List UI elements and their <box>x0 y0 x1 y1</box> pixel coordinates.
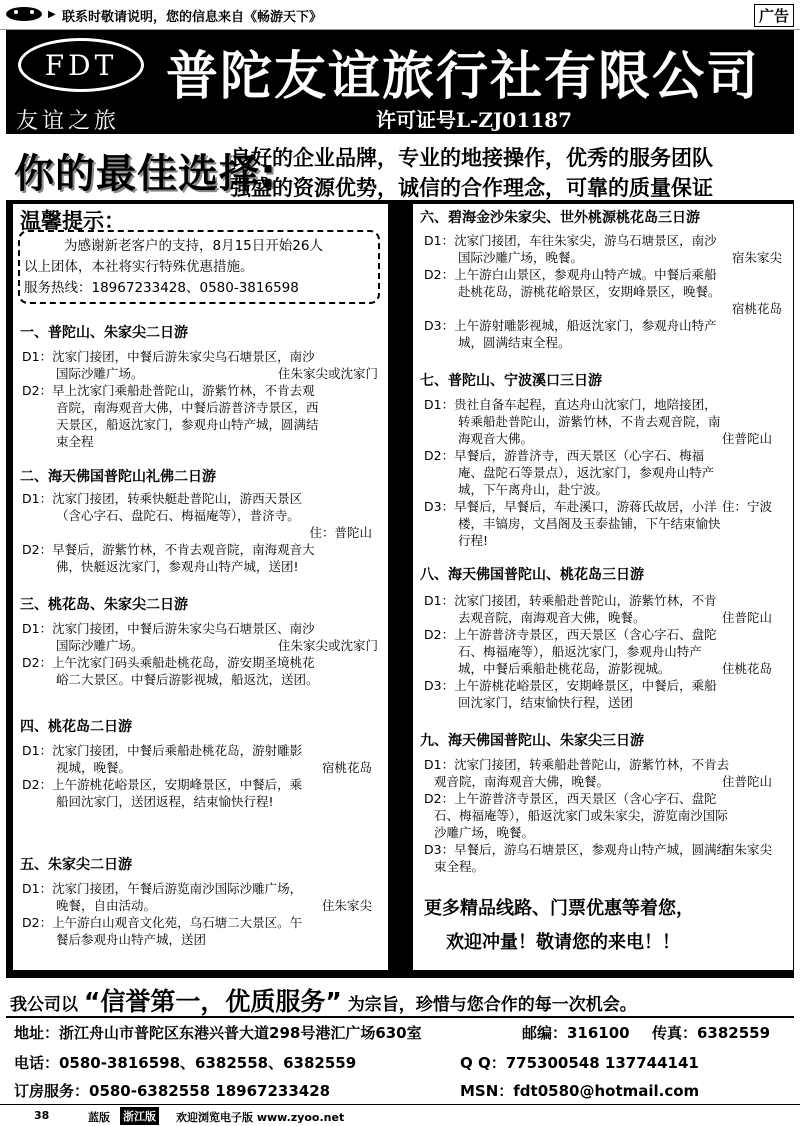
itinerary-line: 观音院，南海观音大佛，晚餐。 <box>434 774 610 789</box>
motto-prefix: 我公司以 <box>10 995 78 1015</box>
itinerary-line: D1：沈家门接团，转乘船赴普陀山，游紫竹林，不肯 <box>424 593 717 608</box>
itinerary-line: 回沈家门，结束愉快行程，送团 <box>458 695 634 710</box>
itinerary-line: 海观音大佛。 <box>458 431 534 446</box>
site-link[interactable]: 欢迎浏览电子版 www.zyoo.net <box>176 1111 345 1124</box>
itinerary-line: 城，下午离舟山，赴宁波。 <box>458 482 609 497</box>
tour-3-title: 三、桃花岛、朱家尖二日游 <box>20 597 188 613</box>
booking-service: 订房服务：0580-6382558 18967233428 <box>14 1082 331 1100</box>
company-name: 普陀友谊旅行社有限公司 <box>166 46 761 107</box>
itinerary-line: D2：早餐后，游普济寺，西天景区（心字石、梅福 <box>424 448 705 463</box>
itinerary-line: 转乘船赴普陀山，游紫竹林，不肯去观音院，南 <box>458 414 721 429</box>
itinerary-line: 石、梅福庵等），船返沈家门或朱家尖，游览南沙国际 <box>434 808 728 823</box>
lodging: 住：宁波 <box>721 499 772 514</box>
itinerary-line: 佛，快艇返沈家门，参观舟山特产城，送团! <box>56 559 299 574</box>
itinerary-line: 楼，丰镐房，文昌阁及玉泰盐铺，下午结束愉快 <box>458 516 721 531</box>
itinerary-line: 束全程 <box>56 434 94 449</box>
lodging: 住普陀山 <box>721 774 772 789</box>
itinerary-line: D2：早上沈家门乘船赴普陀山，游紫竹林，不肯去观 <box>22 383 315 398</box>
itinerary-line: D2：早餐后，游紫竹林，不肯去观音院，南海观音大 <box>22 542 315 557</box>
page-number: 38 <box>34 1109 50 1122</box>
tour-8-body <box>424 592 786 711</box>
lodging: 住朱家尖 <box>321 898 372 913</box>
tour-9-body <box>424 756 786 875</box>
fax: 传真：6382559 <box>652 1024 771 1042</box>
itinerary-line: D2：上午沈家门码头乘船赴桃花岛，游安期圣境桃花 <box>22 655 315 670</box>
itinerary-line: D1：沈家门接团，转乘快艇赴普陀山，游西天景区 <box>22 491 303 506</box>
itinerary-line: 城，中餐后乘船赴桃花岛，游影视城。 <box>458 661 671 676</box>
itinerary-line: 庵、盘陀石等景点），返沈家门，参观舟山特产 <box>458 465 715 480</box>
source-note: 联系时敬请说明，您的信息来自《畅游天下》 <box>62 10 323 25</box>
tour-4-body <box>22 742 382 810</box>
itinerary-line: D2：上午游桃花峪景区，安期峰景区，中餐后，乘 <box>22 777 303 792</box>
license-number: 许可证号L-ZJ01187 <box>376 108 573 132</box>
qq: Q Q：775300548 137744141 <box>460 1054 699 1072</box>
itinerary-line: 国际沙雕广场。 <box>56 638 144 653</box>
header-banner <box>6 30 794 134</box>
divider <box>6 1016 794 1018</box>
address: 地址：浙江舟山市普陀区东港兴普大道298号港汇广场630室 <box>14 1024 422 1042</box>
promo-line-1: 更多精品线路、门票优惠等着您， <box>424 898 694 919</box>
itinerary-line: D3：早餐后，早餐后，车赴溪口，游蒋氏故居，小洋 <box>424 499 717 514</box>
postcode: 邮编：316100 <box>522 1024 630 1042</box>
tour-5-title: 五、朱家尖二日游 <box>20 857 132 873</box>
itinerary-line: D2：上午游普济寺景区，西天景区（含心字石、盘陀 <box>424 791 717 806</box>
best-choice-line-2: 强盛的资源优势，诚信的合作理念，可靠的质量保证 <box>230 176 713 200</box>
itinerary-line: D1：沈家门接团，中餐后游朱家尖乌石塘景区，南沙 <box>22 349 315 364</box>
lodging: 住普陀山 <box>721 610 772 625</box>
itinerary-line: D1：沈家门接团，转乘船赴普陀山，游紫竹林，不肯去 <box>424 757 730 772</box>
region: 浙江版 <box>120 1107 159 1125</box>
itinerary-line: 天景区，船返沈家门，参观舟山特产城，圆满结 <box>56 417 319 432</box>
tips-line-2: 以上团体，本社将实行特殊优惠措施。 <box>24 259 254 275</box>
lodging: 住桃花岛 <box>721 661 772 676</box>
itinerary-line: D1：沈家门接团，车往朱家尖，游乌石塘景区，南沙 <box>424 233 717 248</box>
tour-4-title: 四、桃花岛二日游 <box>20 719 132 735</box>
tour-6-body <box>424 232 786 351</box>
best-choice-title: 你的最佳选择: <box>14 151 277 197</box>
itinerary-line: 国际沙雕广场。 <box>56 366 144 381</box>
tips-box <box>18 230 380 304</box>
itinerary-line: 束全程。 <box>434 859 485 874</box>
msn: MSN：fdt0580@hotmail.com <box>460 1082 700 1100</box>
lodging: 宿朱家尖 <box>721 842 772 857</box>
tips-line-1: 为感谢新老客户的支持，8月15日开始26人 <box>64 238 323 254</box>
tour-9-title: 九、海天佛国普陀山、朱家尖三日游 <box>420 733 644 749</box>
lodging: 宿桃花岛 <box>321 760 372 775</box>
tour-6-title: 六、碧海金沙朱家尖、世外桃源桃花岛三日游 <box>420 210 700 226</box>
itinerary-line: 沙雕广场，晚餐。 <box>434 825 535 840</box>
itinerary-line: D1：沈家门接团，中餐后游朱家尖乌石塘景区、南沙 <box>22 621 315 636</box>
tour-5-body <box>22 880 382 948</box>
itinerary-line: 视城，晚餐。 <box>56 760 132 775</box>
itinerary-line: D1：贵社自备车起程，直达舟山沈家门，地陪接团， <box>424 397 717 412</box>
lodging: 宿桃花岛 <box>731 301 782 316</box>
lodging: 住朱家尖或沈家门 <box>277 638 378 653</box>
best-choice-line-1: 良好的企业品牌，专业的地接操作，优秀的服务团队 <box>230 146 713 170</box>
itinerary-line: D3：上午游桃花峪景区，安期峰景区，中餐后，乘船 <box>424 678 717 693</box>
itinerary-line: D2：上午游白山观音文化苑，乌石塘二大景区。午 <box>22 915 303 930</box>
itinerary-line: 餐后参观舟山特产城，送团 <box>56 932 207 947</box>
slogan: 友谊之旅 <box>16 109 121 134</box>
itinerary-line: 晚餐，自由活动。 <box>56 898 157 913</box>
lodging: 住普陀山 <box>721 431 772 446</box>
itinerary-line: D1：沈家门接团，午餐后游览南沙国际沙雕广场， <box>22 881 303 896</box>
motto-suffix: 为宗旨，珍惜与您合作的每一次机会。 <box>347 995 637 1015</box>
itinerary-line: 峪二大景区。中餐后游影视城，船返沈，送团。 <box>56 672 319 687</box>
itinerary-line: （含心字石、盘陀石、梅福庵等），普济寺。 <box>56 508 300 523</box>
tour-1-body <box>22 348 382 450</box>
ad-label: 广告 <box>754 4 794 27</box>
tips-line-3: 服务热线：18967233428、0580-3816598 <box>24 280 299 296</box>
itinerary-line: 去观音院，南海观音大佛，晚餐。 <box>458 610 646 625</box>
itinerary-line: 音院，南海观音大佛，中餐后游普济寺景区，西 <box>56 400 319 415</box>
tour-3-body <box>22 620 382 688</box>
bottom-strip <box>0 1104 800 1126</box>
lodging: 住：普陀山 <box>309 525 372 540</box>
itinerary-line: 国际沙雕广场，晚餐。 <box>458 250 584 265</box>
itinerary-line: D2：上午游白山景区，参观舟山特产城。中餐后乘船 <box>424 267 717 282</box>
itinerary-line: 石、梅福庵等），船返沈家门，参观舟山特产 <box>458 644 702 659</box>
itinerary-line: 赴桃花岛，游桃花峪景区，安期峰景区，晚餐。 <box>458 284 721 299</box>
tour-2-body <box>22 490 382 575</box>
itinerary-line: D2：上午游普济寺景区，西天景区（含心字石、盘陀 <box>424 627 717 642</box>
promo-line-2: 欢迎冲量！敬请您的来电！！ <box>446 932 680 953</box>
arrow-icon: ▶ <box>48 9 56 20</box>
tour-7-title: 七、普陀山、宁波溪口三日游 <box>420 373 602 389</box>
itinerary-line: 城，圆满结束全程。 <box>458 335 571 350</box>
itinerary-line: D1：沈家门接团，中餐后乘船赴桃花岛，游射雕影 <box>22 743 303 758</box>
mascot-logo-icon <box>4 4 44 22</box>
tour-2-title: 二、海天佛国普陀山礼佛二日游 <box>20 469 216 485</box>
itinerary-line: D3：上午游射雕影视城，船返沈家门，参观舟山特产 <box>424 318 717 333</box>
itinerary-line: D3：早餐后，游乌石塘景区，参观舟山特产城，圆满结 <box>424 842 730 857</box>
top-strip <box>0 0 800 30</box>
tour-7-body <box>424 396 786 549</box>
phone: 电话：0580-3816598、6382558、6382559 <box>14 1054 357 1072</box>
tips-title: 温馨提示： <box>20 209 125 233</box>
tour-8-title: 八、海天佛国普陀山、桃花岛三日游 <box>420 567 644 583</box>
tour-1-title: 一、普陀山、朱家尖二日游 <box>20 325 188 341</box>
itinerary-line: 行程! <box>458 533 489 548</box>
lodging: 住朱家尖或沈家门 <box>277 366 378 381</box>
motto-highlight: “信誉第一，优质服务” <box>83 987 342 1016</box>
company-motto <box>10 982 637 1018</box>
edition: 蓝版 <box>88 1111 110 1124</box>
itinerary-line: 船回沈家门，送团返程，结束愉快行程! <box>56 794 274 809</box>
lodging: 宿朱家尖 <box>731 250 782 265</box>
company-logo: FDT <box>18 38 144 92</box>
